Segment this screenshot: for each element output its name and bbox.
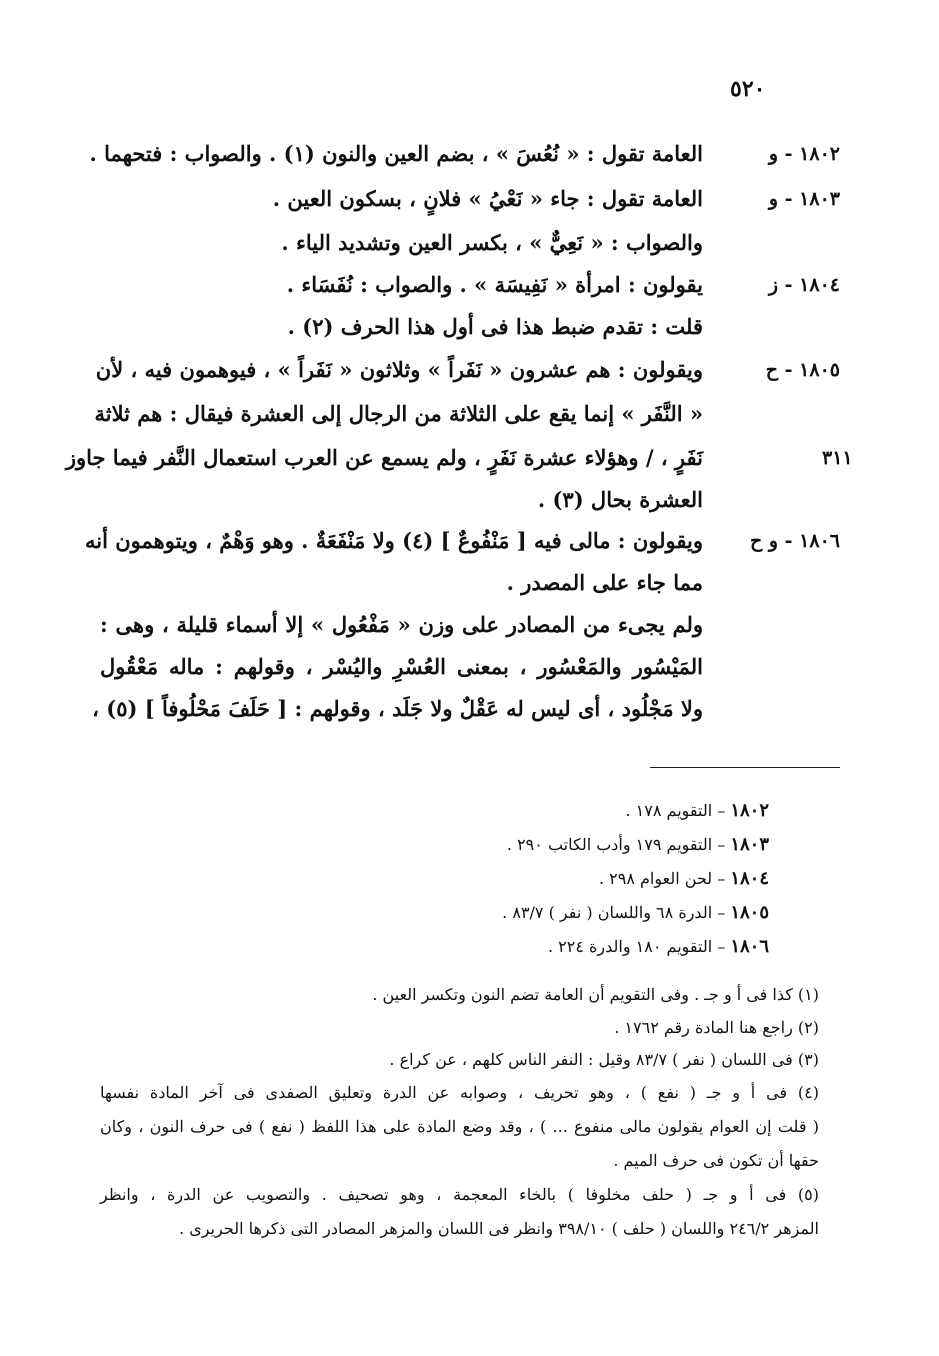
footnote-separator — [650, 767, 840, 768]
entry-number-1804: ١٨٠٤ - ز — [768, 274, 840, 296]
page-number: ٥٢٠ — [730, 76, 766, 102]
footnote-1: (١) كذا فى أ و جـ . وفى التقويم أن العامة تضم النون وتكسر العين . — [372, 985, 819, 1004]
entry-1805-line-1: ويقولون : هم عشرون « نَفَراً » وثلاثون « نَفَراً » ، فيوهمون فيه ، لأن — [95, 357, 703, 382]
source-text: – التقويم ١٧٩ وأدب الكاتب ٢٩٠ . — [506, 835, 726, 854]
entry-number-1806: ١٨٠٦ - و ح — [750, 530, 840, 552]
source-1805 — [80, 902, 769, 923]
source-text: – الدرة ٦٨ واللسان ( نفر ) ٨٣/٧ . — [502, 903, 726, 922]
entry-1806-line-3: ولم يجىء من المصادر على وزن « مَفْعُول » إلا أسماء قليلة ، وهى : — [100, 612, 703, 637]
footnote-4-line-2: ( قلت إن العوام يقولون مالى منفوع ... ) ، وقد وضع المادة على هذا اللفظ ( نفع ) فى حرف النون ، وكان — [100, 1117, 819, 1136]
entry-1806-line-5: ولا مَجْلُود ، أى ليس له عَقْلٌ ولا جَلَد ، وقولهم : [ حَلَفَ مَحْلُوفاً ] (٥) ، — [92, 696, 703, 721]
entry-1803-line-1: العامة تقول : جاء « نَعْيُ » فلانٍ ، بسكون العين . — [272, 186, 703, 211]
entry-number-1805: ١٨٠٥ - ح — [765, 359, 840, 381]
entry-1806-line-4: المَيْسُور والمَعْسُور ، بمعنى العُسْرِ واليُسْر ، وقولهم : ماله مَعْقُول — [100, 654, 703, 679]
source-text: – لحن العوام ٢٩٨ . — [598, 869, 726, 888]
source-number: ١٨٠٣ — [730, 834, 769, 855]
margin-page-reference: ٣١١ — [822, 447, 853, 469]
entry-1804-line-1: يقولون : امرأة « نَفِيسَة » . والصواب : نُفَسَاء . — [286, 272, 703, 297]
footnote-4-line-1: (٤) فى أ و جـ ( نفع ) ، وهو تحريف ، وصوابه عن الدرة وتعليق الصفدى فى آخر المادة نفسها — [100, 1083, 820, 1102]
source-number: ١٨٠٦ — [730, 936, 769, 957]
entry-1805-line-2: « النَّفَر » إنما يقع على الثلاثة من الرجال إلى العشرة فيقال : هم ثلاثة — [94, 401, 703, 426]
source-1802 — [80, 800, 769, 821]
source-text: – التقويم ١٧٨ . — [625, 801, 726, 820]
source-number: ١٨٠٤ — [730, 868, 769, 889]
footnote-5-line-2: المزهر ٢٤٦/٢ واللسان ( حلف ) ٣٩٨/١٠ وانظر فى اللسان والمزهر المصادر التى ذكرها الحريرى . — [179, 1219, 819, 1238]
source-number: ١٨٠٢ — [730, 800, 769, 821]
source-1803 — [80, 834, 769, 855]
entry-1806-line-1: ويقولون : مالى فيه [ مَنْفُوعٌ ] (٤) ولا مَنْفَعَةٌ . وهو وَهْمٌ ، ويتوهمون أنه — [84, 528, 703, 553]
entry-1804-line-2: قلت : تقدم ضبط هذا فى أول هذا الحرف (٢) . — [287, 314, 703, 339]
source-text: – التقويم ١٨٠ والدرة ٢٢٤ . — [547, 937, 726, 956]
entry-1805-line-3: نَفَرٍ ، / وهؤلاء عشرة نَفَرٍ ، ولم يسمع عن العرب استعمال النَّفر فيما جاوز — [65, 445, 703, 470]
entry-1806-line-2: مما جاء على المصدر . — [506, 570, 703, 595]
footnote-5-line-1: (٥) فى أ و جـ ( حلف مخلوفا ) بالخاء المعجمة ، وهو تصحيف . والتصويب عن الدرة ، وانظر — [100, 1185, 820, 1204]
source-1806 — [80, 936, 769, 957]
source-number: ١٨٠٥ — [730, 902, 769, 923]
entry-1802-line-1: العامة تقول : « نُعُسَ » ، بضم العين والنون (١) . والصواب : فتحهما . — [89, 141, 703, 166]
footnote-2: (٢) راجع هنا المادة رقم ١٧٦٢ . — [614, 1018, 819, 1037]
source-1804 — [80, 868, 769, 889]
footnote-4-line-3: حقها أن تكون فى حرف الميم . — [613, 1151, 819, 1170]
entry-number-1802: ١٨٠٢ - و — [768, 143, 840, 165]
footnote-3: (٣) فى اللسان ( نفر ) ٨٣/٧ وقيل : النفر الناس كلهم ، عن كراع . — [389, 1050, 819, 1069]
entry-number-1803: ١٨٠٣ - و — [768, 188, 840, 210]
entry-1805-line-4: العشرة بحال (٣) . — [537, 487, 703, 512]
entry-1803-line-2: والصواب : « نَعِيٌّ » ، بكسر العين وتشديد الياء . — [281, 230, 703, 255]
